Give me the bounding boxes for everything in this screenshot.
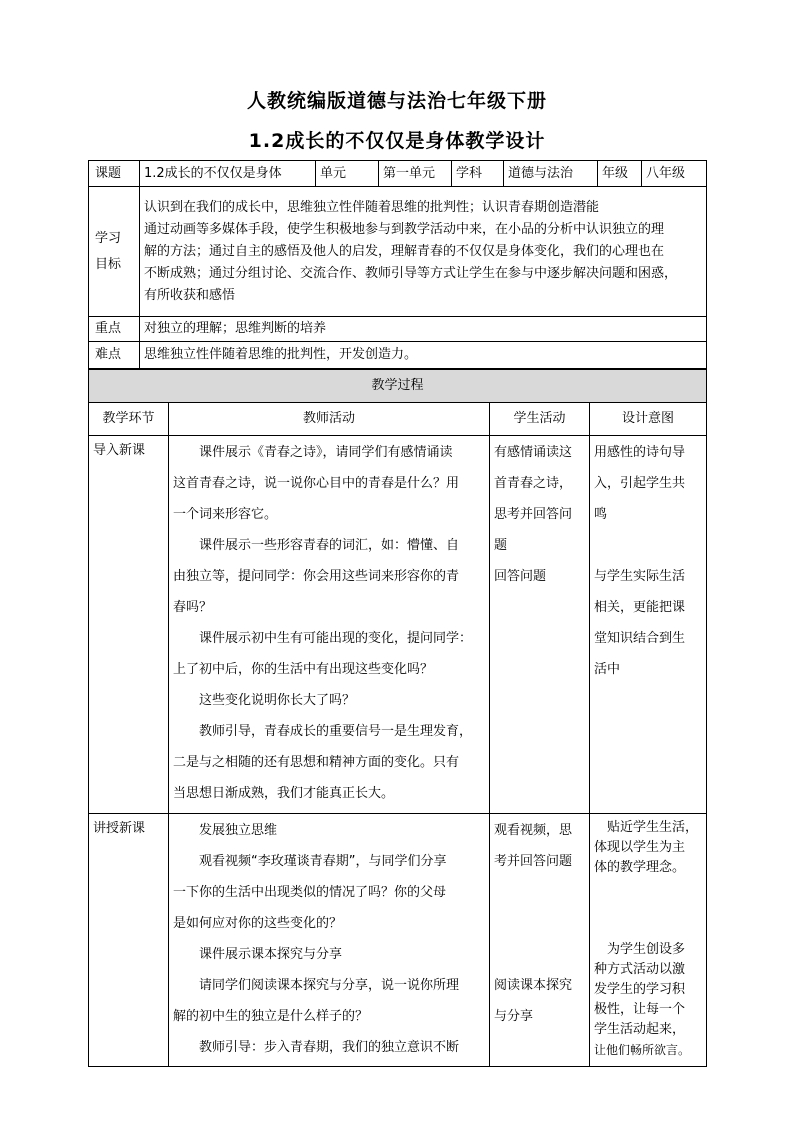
unit-value: 第一单元 <box>379 161 452 187</box>
intro-student-activity <box>490 436 590 814</box>
unit-label: 单元 <box>316 161 379 187</box>
document-subtitle: 1.2成长的不仅仅是身体教学设计 <box>248 130 546 152</box>
text-line: 用感性的诗句导 <box>594 445 686 460</box>
difficulty-value: 思维独立性伴随着思维的批判性，开发创造力。 <box>140 342 707 369</box>
text-line: 一下你的生活中出现类似的情况了吗？你的父母 <box>173 885 447 900</box>
lecture-design-intent <box>590 814 707 1067</box>
text-line: 观看视频，思 <box>494 823 573 838</box>
text-line: 教师引导：步入青春期，我们的独立意识不断 <box>199 1040 460 1055</box>
text-line: 为学生创设多 <box>607 942 686 957</box>
topic-label: 课题 <box>89 161 140 187</box>
text-line: 极性，让每一个 <box>594 1002 686 1017</box>
text-line: 发学生的学习积 <box>594 982 686 997</box>
text-line: 请同学们阅读课本探究与分享，说一说你所理 <box>199 978 460 993</box>
text-line: 上了初中后，你的生活中有出现这些变化吗？ <box>173 662 434 677</box>
lecture-stage: 讲授新课 <box>89 814 169 1067</box>
text-line: 课件展示《青春之诗》，请同学们有感情诵读 <box>199 445 453 460</box>
text-line: 当思想日渐成熟，我们才能真正长大。 <box>173 786 395 801</box>
text-line: 体现以学生为主 <box>594 840 686 855</box>
text-line: 春吗？ <box>173 600 213 615</box>
col-design-header: 设计意图 <box>590 403 707 436</box>
text-line: 种方式活动以激 <box>594 962 686 977</box>
text-line: 贴近学生生活， <box>607 820 699 835</box>
text-line: 堂知识结合到生 <box>594 631 686 646</box>
text-line: 这些变化说明你长大了吗？ <box>199 693 356 708</box>
grade-value: 八年级 <box>642 161 707 187</box>
goals-line: 通过动画等多媒体手段，使学生积极地参与到教学活动中来，在小品的分析中认识独立的理 <box>144 221 665 237</box>
subject-label: 学科 <box>452 161 504 187</box>
text-line: 发展独立思维 <box>199 823 278 838</box>
text-line: 课件展示初中生有可能出现的变化，提问同学： <box>199 631 473 646</box>
difficulty-label: 难点 <box>89 342 140 369</box>
text-line: 观看视频“李玫瑾谈青春期”，与同学们分享 <box>199 854 447 869</box>
intro-teacher-activity <box>169 436 490 814</box>
topic-value: 1.2成长的不仅仅是身体 <box>140 161 316 187</box>
text-line: 体的教学理念。 <box>594 860 686 875</box>
text-line: 首青春之诗， <box>494 476 573 491</box>
goals-line: 有所收获和感悟 <box>144 287 236 303</box>
text-line: 相关，更能把课 <box>594 600 686 615</box>
text-line: 课件展示课本探究与分享 <box>199 947 343 962</box>
intro-stage: 导入新课 <box>89 436 169 814</box>
goals-text <box>140 187 707 317</box>
lecture-teacher-activity <box>169 814 490 1067</box>
text-line: 与学生实际生活 <box>594 569 686 584</box>
text-line: 学生活动起来， <box>594 1022 686 1037</box>
goals-line: 不断成熟；通过分组讨论、交流合作、教师引导等方式让学生在参与中逐步解决问题和困惑， <box>144 265 678 281</box>
text-line: 让他们畅所欲言。 <box>594 1043 691 1057</box>
text-line: 与分享 <box>494 1009 534 1024</box>
subject-value: 道德与法治 <box>504 161 598 187</box>
text-line: 入，引起学生共 <box>594 476 686 491</box>
document-title: 人教统编版道德与法治七年级下册 <box>246 90 547 112</box>
grade-label: 年级 <box>598 161 642 187</box>
text-line: 解的初中生的独立是什么样子的？ <box>173 1009 369 1024</box>
goals-line: 认识到在我们的成长中，思维独立性伴随着思维的批判性；认识青春期创造潜能 <box>144 199 600 215</box>
text-line: 二是与之相随的还有思想和精神方面的变化。只有 <box>173 755 460 770</box>
text-line: 由独立等，提问同学：你会用这些词来形容你的青 <box>173 569 460 584</box>
col-student-header: 学生活动 <box>490 403 590 436</box>
text-line: 课件展示一些形容青春的词汇，如：懵懂、自 <box>199 538 460 553</box>
goals-label: 学习 目标 <box>89 187 140 317</box>
process-header: 教学过程 <box>89 370 707 403</box>
key-point-value: 对独立的理解；思维判断的培养 <box>140 317 707 342</box>
col-stage-header: 教学环节 <box>89 403 169 436</box>
text-line: 回答问题 <box>494 569 547 584</box>
goals-line: 解的方法；通过自主的感悟及他人的启发，理解青春的不仅仅是身体变化，我们的心理也在 <box>144 243 665 259</box>
text-line: 考并回答问题 <box>494 854 573 869</box>
intro-design-intent <box>590 436 707 814</box>
text-line: 活中 <box>594 662 621 677</box>
col-teacher-header: 教师活动 <box>169 403 490 436</box>
text-line: 阅读课本探究 <box>494 978 573 993</box>
text-line: 是如何应对你的这些变化的？ <box>173 916 343 931</box>
process-table <box>88 369 707 1067</box>
text-line: 有感情诵读这 <box>494 445 573 460</box>
text-line: 一个词来形容它。 <box>173 507 278 522</box>
key-point-label: 重点 <box>89 317 140 342</box>
text-line: 教师引导，青春成长的重要信号一是生理发育， <box>199 724 473 739</box>
text-line: 题 <box>494 538 508 553</box>
info-table <box>88 160 707 369</box>
text-line: 鸣 <box>594 507 608 522</box>
text-line: 这首青春之诗，说一说你心目中的青春是什么？用 <box>173 476 460 491</box>
lecture-student-activity <box>490 814 590 1067</box>
text-line: 思考并回答问 <box>494 507 573 522</box>
